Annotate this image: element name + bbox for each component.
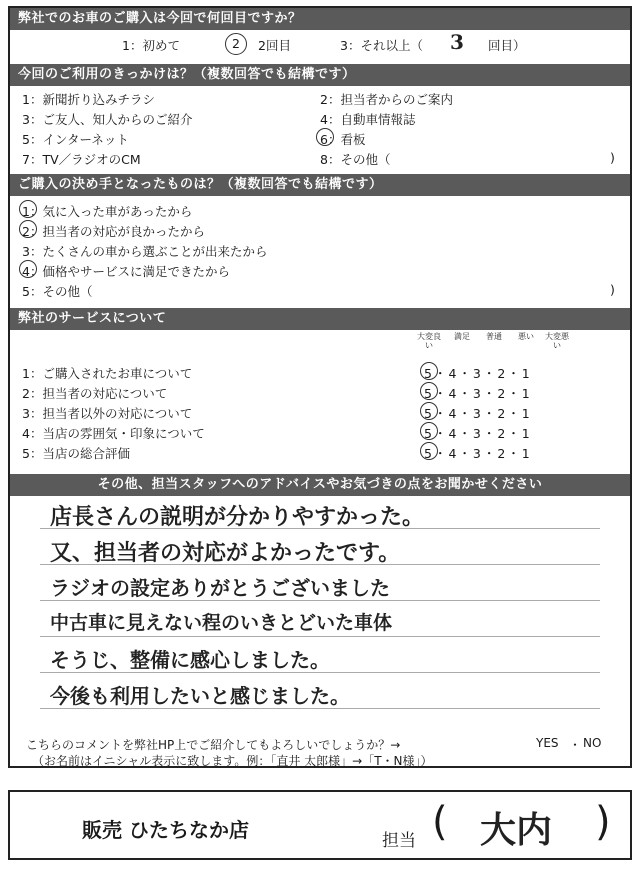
q4-row-scale: 5・4・3・2・1 — [424, 386, 532, 401]
q4-row-scale: 5・4・3・2・1 — [424, 426, 532, 441]
q1-option-3-suffix: 回目） — [488, 38, 526, 53]
q2-item-8: 8：その他（ — [320, 152, 391, 167]
initials-note: （お名前はイニシャル表示に致します。例：「直井 太郎様」→「T・N様」） — [32, 754, 433, 768]
q5-header: その他、担当スタッフへのアドバイスやお気づきの点をお聞かせください — [10, 474, 630, 496]
q3-item-5-close: ) — [610, 282, 615, 297]
q3-header: ご購入の決め手となったものは？（複数回答でも結構です） — [10, 174, 630, 196]
staff-label: 担当 — [382, 831, 416, 851]
consent-separator: ・ — [569, 738, 582, 752]
q2-header: 今回のご利用のきっかけは？（複数回答でも結構です） — [10, 64, 630, 86]
q1-option-3: 3：それ以上（ — [340, 38, 423, 53]
q1-option-2: 2回目 — [258, 38, 291, 53]
store-box — [8, 790, 632, 860]
q1-option-2-number: 2 — [232, 36, 240, 51]
q1-header: 弊社でのお車のご購入は今回で何回目ですか？ — [10, 8, 630, 30]
handwritten-comment-line: 今後も利用したいと感じました。 — [50, 684, 350, 708]
writing-line — [40, 636, 600, 637]
q2-item-6: 6：看板 — [320, 132, 366, 147]
store-name: 販売 ひたちなか店 — [82, 818, 249, 842]
q3-item-3: 3：たくさんの車から選ぶことが出来たから — [22, 244, 268, 259]
q4-header: 弊社のサービスについて — [10, 308, 630, 330]
q2-item-3: 3：ご友人、知人からのご紹介 — [22, 112, 193, 127]
q4-row-scale: 5・4・3・2・1 — [424, 366, 532, 381]
staff-paren-close: ) — [595, 799, 611, 845]
q2-item-4: 4：自動車情報誌 — [320, 112, 416, 127]
q3-item-4: 4：価格やサービスに満足できたから — [22, 264, 230, 279]
staff-paren-open: ( — [432, 799, 448, 845]
q1-option-1: 1：初めて — [122, 38, 180, 53]
handwritten-comment-line: 中古車に見えない程のいきとどいた車体 — [50, 612, 393, 634]
q3-item-5: 5：その他（ — [22, 284, 93, 299]
column-header-satisfied: 満足 — [454, 332, 470, 341]
q4-row-label: 1：ご購入されたお車について — [22, 366, 193, 381]
q4-row-scale: 5・4・3・2・1 — [424, 446, 532, 461]
column-header-bad: 悪い — [518, 332, 534, 341]
q2-item-8-close: ) — [610, 150, 615, 165]
column-header-average: 普通 — [486, 332, 502, 341]
q4-row-label: 4：当店の雰囲気・印象について — [22, 426, 205, 441]
consent-yes: YES — [536, 736, 559, 750]
q4-row-label: 5：当店の総合評価 — [22, 446, 130, 461]
q1-handwritten-count: 3 — [450, 30, 464, 54]
column-header-very-good: 大変良い — [417, 332, 441, 350]
handwritten-comment-line: ラジオの設定ありがとうございました — [50, 576, 390, 600]
q2-item-7: 7：TV／ラジオのCM — [22, 152, 141, 167]
q4-row-label: 2：担当者の対応について — [22, 386, 168, 401]
survey-form — [8, 6, 632, 768]
q4-row-label: 3：担当者以外の対応について — [22, 406, 193, 421]
handwritten-comment-line: 又、担当者の対応がよかったです。 — [50, 540, 401, 566]
q3-item-2: 2：担当者の対応が良かったから — [22, 224, 205, 239]
q2-item-2: 2：担当者からのご案内 — [320, 92, 453, 107]
column-header-very-bad: 大変悪い — [545, 332, 569, 350]
q2-item-1: 1：新聞折り込みチラシ — [22, 92, 155, 107]
q3-item-1: 1：気に入った車があったから — [22, 204, 193, 219]
staff-name: 大内 — [480, 809, 553, 851]
handwritten-comment-line: 店長さんの説明が分かりやすかった。 — [50, 504, 425, 530]
consent-question: こちらのコメントを弊社HP上でご紹介してもよろしいでしょうか？→ — [26, 738, 401, 752]
consent-no: NO — [583, 736, 602, 750]
q2-item-5: 5：インターネット — [22, 132, 129, 147]
handwritten-comment-line: そうじ、整備に感心しました。 — [50, 648, 330, 672]
q4-row-scale: 5・4・3・2・1 — [424, 406, 532, 421]
